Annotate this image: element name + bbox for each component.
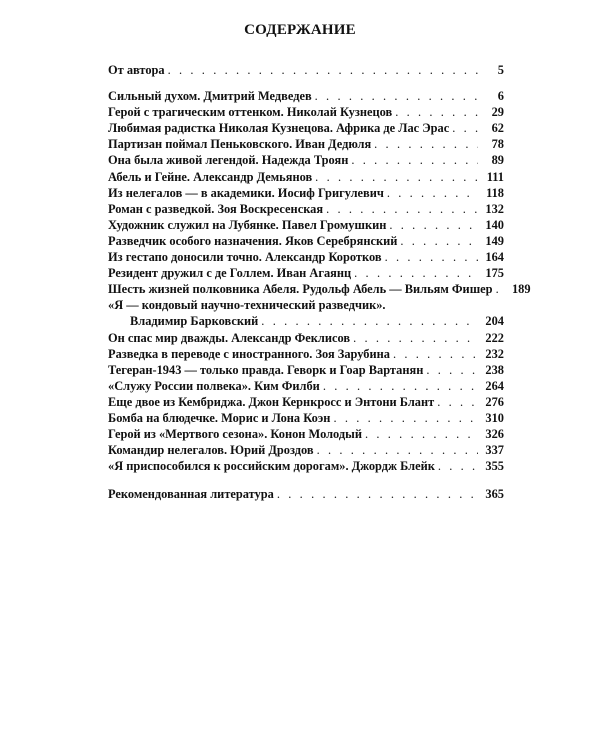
dot-leader bbox=[390, 346, 478, 362]
toc-entry-page: 189 bbox=[511, 282, 531, 297]
toc-entry-title: Бомба на блюдечке. Морис и Лона Коэн bbox=[108, 410, 331, 425]
dot-leader bbox=[449, 120, 478, 136]
dot-leader bbox=[323, 201, 478, 217]
toc-entry-page: 149 bbox=[485, 233, 504, 248]
toc-entry-page: 337 bbox=[485, 443, 504, 458]
toc-entry-page: 232 bbox=[485, 346, 504, 361]
toc-entry-title: «Я — кондовый научно-технический разведчик». bbox=[108, 298, 386, 313]
toc-entry-title: Он спас мир дважды. Александр Феклисов bbox=[108, 330, 351, 345]
dot-leader bbox=[350, 330, 478, 346]
toc-entry bbox=[108, 330, 504, 346]
toc-entry-page: 29 bbox=[491, 105, 504, 120]
toc-entry-title: Разведчик особого назначения. Яков Серебрянский bbox=[108, 233, 398, 248]
toc-entry-title: Партизан поймал Пеньковского. Иван Дедюля bbox=[108, 137, 372, 152]
dot-leader bbox=[348, 152, 478, 168]
toc-entry-page: 89 bbox=[491, 153, 504, 168]
toc-entry-title: Тегеран-1943 — только правда. Геворк и Гоар Вартанян bbox=[108, 362, 424, 377]
toc-entry-title: Из нелегалов — в академики. Иосиф Григулевич bbox=[108, 185, 384, 200]
dot-leader bbox=[351, 265, 478, 281]
toc-entry-page: 164 bbox=[485, 250, 504, 265]
dot-leader bbox=[165, 62, 478, 78]
toc-entry-title: Герой с трагическим оттенком. Николай Кузнецов bbox=[108, 105, 393, 120]
toc-entry-page: 326 bbox=[485, 427, 504, 442]
toc-entry bbox=[108, 233, 504, 249]
toc-entry bbox=[108, 410, 504, 426]
toc-entry bbox=[108, 217, 504, 233]
toc-entry-page: 140 bbox=[485, 217, 504, 232]
dot-leader bbox=[312, 88, 478, 104]
dot-leader bbox=[434, 394, 478, 410]
toc-entry bbox=[108, 136, 504, 152]
toc-entry-title: Герой из «Мертвого сезона». Конон Молодый bbox=[108, 427, 362, 442]
toc-entry bbox=[108, 458, 504, 474]
dot-leader bbox=[274, 486, 478, 502]
toc-entry bbox=[108, 362, 504, 378]
toc-entry-title: Она была живой легендой. Надежда Троян bbox=[108, 153, 349, 168]
toc-entry-page: 118 bbox=[486, 185, 504, 200]
dot-leader bbox=[382, 249, 478, 265]
toc-entry-title: Любимая радистка Николая Кузнецова. Африка де Лас Эрас bbox=[108, 121, 450, 136]
toc-entry-page: 204 bbox=[485, 314, 504, 329]
toc-entry-page: 222 bbox=[485, 330, 504, 345]
toc-entry-title: Абель и Гейне. Александр Демьянов bbox=[108, 169, 313, 184]
dot-leader bbox=[384, 185, 478, 201]
table-of-contents bbox=[108, 62, 531, 502]
dot-leader bbox=[386, 217, 478, 233]
toc-entry bbox=[108, 378, 504, 394]
page-title: СОДЕРЖАНИЕ bbox=[244, 22, 356, 38]
toc-entry bbox=[108, 394, 504, 410]
toc-entry-title: От автора bbox=[108, 63, 165, 77]
toc-entry bbox=[108, 249, 504, 265]
toc-entry-title: Командир нелегалов. Юрий Дроздов bbox=[108, 443, 314, 458]
toc-entry-page: 264 bbox=[485, 378, 504, 393]
toc-entry-page: 310 bbox=[485, 410, 504, 425]
toc-entry-page: 276 bbox=[485, 394, 504, 409]
dot-leader bbox=[362, 426, 478, 442]
toc-entry-title: «Я приспособился к российским дорогам». Джордж Блейк bbox=[108, 459, 435, 474]
toc-entry-page: 175 bbox=[485, 266, 504, 281]
toc-entry bbox=[108, 426, 504, 442]
toc-entry bbox=[108, 281, 531, 297]
dot-leader bbox=[258, 313, 478, 329]
toc-entry-page: 238 bbox=[485, 362, 504, 377]
toc-entry bbox=[108, 442, 504, 458]
toc-entry-title: «Служу России полвека». Ким Филби bbox=[108, 378, 320, 393]
dot-leader bbox=[423, 362, 478, 378]
toc-entry-page: 78 bbox=[491, 137, 504, 152]
toc-entry-title: Рекомендованная литература bbox=[108, 487, 274, 502]
toc-entry-page: 111 bbox=[486, 169, 504, 184]
toc-entry-page: 132 bbox=[485, 201, 504, 216]
toc-entry-title: Сильный духом. Дмитрий Медведев bbox=[108, 89, 312, 104]
dot-leader bbox=[371, 136, 478, 152]
toc-entry-page: 6 bbox=[497, 89, 504, 104]
toc-entry-title: Резидент дружил с де Голлем. Иван Агаянц bbox=[108, 266, 352, 281]
toc-entry-title: Роман с разведкой. Зоя Воскресенская bbox=[108, 201, 324, 216]
dot-leader bbox=[392, 104, 478, 120]
toc-entry bbox=[108, 104, 504, 120]
toc-entry bbox=[108, 346, 504, 362]
toc-entry bbox=[108, 313, 504, 329]
toc-entry-title: Художник служил на Лубянке. Павел Громушкин bbox=[108, 217, 387, 232]
toc-entry-page: 5 bbox=[497, 63, 504, 77]
toc-entry-title: Разведка в переводе с иностранного. Зоя Зарубина bbox=[108, 346, 390, 361]
dot-leader bbox=[435, 458, 478, 474]
toc-entry bbox=[108, 185, 504, 201]
dot-leader bbox=[330, 410, 478, 426]
toc-entry-title: Владимир Барковский bbox=[130, 314, 259, 329]
toc-entry-page: 355 bbox=[485, 459, 504, 474]
dot-leader bbox=[397, 233, 478, 249]
dot-leader bbox=[314, 442, 478, 458]
toc-entry bbox=[108, 486, 504, 502]
toc-entry-page: 365 bbox=[485, 487, 504, 502]
dot-leader bbox=[493, 281, 505, 297]
toc-entry-title: Шесть жизней полковника Абеля. Рудольф Абель — Вильям Фишер bbox=[108, 282, 493, 297]
toc-entry bbox=[108, 88, 504, 104]
toc-entry bbox=[108, 169, 504, 185]
toc-entry-page: 62 bbox=[491, 121, 504, 136]
dot-leader bbox=[320, 378, 478, 394]
toc-entry bbox=[108, 297, 504, 313]
dot-leader bbox=[312, 169, 478, 185]
toc-entry bbox=[108, 152, 504, 168]
toc-entry-title: Из гестапо доносили точно. Александр Коротков bbox=[108, 250, 382, 265]
toc-entry bbox=[108, 201, 504, 217]
toc-entry bbox=[108, 62, 504, 78]
toc-entry bbox=[108, 120, 504, 136]
toc-entry-title: Еще двое из Кембриджа. Джон Кернкросс и Энтони Блант bbox=[108, 394, 435, 409]
toc-entry bbox=[108, 265, 504, 281]
